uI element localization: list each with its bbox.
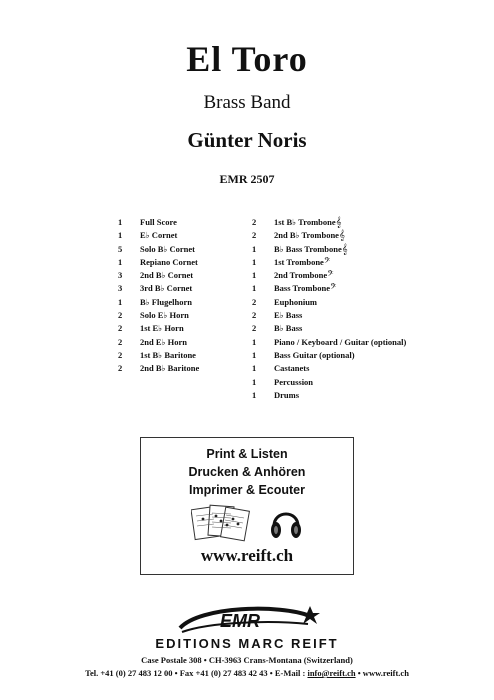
part-quantity: 1 [252, 283, 257, 294]
part-row [252, 229, 482, 242]
part-name [140, 269, 193, 282]
part-name-text: Bass Trombone [274, 283, 330, 294]
part-name [140, 349, 196, 362]
part-row [252, 216, 482, 229]
part-quantity: 1 [252, 349, 257, 360]
part-name [274, 336, 406, 349]
part-name [274, 309, 302, 322]
part-name-text: Solo B♭ Cornet [140, 243, 196, 254]
part-quantity: 1 [118, 230, 123, 241]
composer-name: Günter Noris [187, 128, 307, 152]
clef-icon: 𝄞 [335, 217, 342, 228]
part-name [140, 256, 198, 269]
headphones-icon [269, 502, 303, 542]
clef-icon: 𝄢 [323, 256, 331, 268]
part-name [274, 322, 302, 335]
contact-email-link[interactable]: info@reift.ch [307, 668, 356, 678]
part-name [140, 216, 177, 229]
part-row [118, 243, 238, 256]
part-name [274, 362, 309, 375]
part-row [252, 282, 482, 295]
part-row [118, 349, 238, 362]
part-name-text: 1st Trombone [274, 256, 324, 267]
part-quantity: 2 [252, 310, 257, 321]
part-name-text: B♭ Bass Trombone [274, 243, 342, 254]
part-name-text: Euphonium [274, 296, 317, 307]
contact-phone-fax: Tel. +41 (0) 27 483 12 00 • Fax +41 (0) 27 483 42 43 • E-Mail : [85, 668, 308, 678]
part-row [118, 282, 238, 295]
part-quantity: 2 [118, 323, 123, 334]
part-name [274, 256, 330, 269]
publisher-contact [0, 668, 494, 678]
part-name [140, 229, 177, 242]
part-name-text: 2nd B♭ Trombone [274, 230, 339, 241]
part-name-text: 2nd B♭ Cornet [140, 270, 194, 281]
part-quantity: 2 [252, 217, 257, 227]
part-quantity: 1 [252, 363, 257, 374]
promo-line-print-listen: Print & Listen [206, 447, 288, 461]
promo-icons [141, 502, 353, 542]
part-quantity: 2 [252, 296, 257, 307]
part-row [118, 296, 238, 309]
part-row [252, 362, 482, 375]
part-name-text: 1st E♭ Horn [140, 323, 184, 334]
part-row [252, 349, 482, 362]
part-name [274, 389, 299, 402]
part-name [140, 282, 192, 295]
part-quantity: 1 [118, 217, 123, 227]
part-name-text: E♭ Cornet [140, 230, 178, 241]
part-name [140, 362, 199, 375]
part-name [274, 243, 348, 256]
part-row [252, 336, 482, 349]
part-quantity: 1 [252, 270, 257, 281]
part-name [274, 349, 355, 362]
part-quantity: 1 [252, 256, 257, 267]
publisher-name: EDITIONS MARC REIFT [155, 636, 339, 651]
part-quantity: 5 [118, 243, 123, 254]
logo-text: EMR [220, 611, 260, 631]
part-name-text: Castanets [274, 363, 310, 374]
part-name-text: B♭ Bass [274, 323, 303, 334]
part-name-text: 1st B♭ Baritone [140, 349, 196, 360]
part-name-text: 2nd Trombone [274, 270, 328, 281]
part-name-text: E♭ Bass [274, 310, 303, 321]
part-name-text: Piano / Keyboard / Guitar (optional) [274, 336, 407, 347]
part-name [140, 322, 184, 335]
part-name-text: Percussion [274, 376, 314, 387]
part-name [274, 216, 342, 229]
part-quantity: 2 [118, 336, 123, 347]
part-quantity: 2 [252, 323, 257, 334]
clef-icon: 𝄞 [341, 243, 348, 255]
part-quantity: 1 [118, 296, 123, 307]
part-quantity: 2 [118, 349, 123, 360]
part-quantity: 3 [118, 270, 123, 281]
part-row [118, 336, 238, 349]
part-name-text: 2nd B♭ Baritone [140, 363, 200, 374]
part-name [140, 336, 187, 349]
promo-website-link[interactable]: www.reift.ch [200, 546, 294, 565]
part-name [140, 243, 195, 256]
contact-website[interactable]: • www.reift.ch [355, 668, 409, 678]
part-name-text: Full Score [140, 217, 177, 227]
part-name-text: Solo E♭ Horn [140, 310, 189, 321]
part-row [252, 243, 482, 256]
part-name [274, 229, 345, 242]
parts-list-left [118, 216, 238, 376]
part-name-text: Repiano Cornet [140, 256, 198, 267]
publisher-address: Case Postale 308 • CH-3963 Crans-Montana (Switzerland) [141, 655, 353, 665]
part-quantity: 1 [252, 336, 257, 347]
part-row [252, 376, 482, 389]
part-name [274, 269, 334, 282]
part-row [118, 309, 238, 322]
part-row [118, 322, 238, 335]
part-name-text: 2nd E♭ Horn [140, 336, 187, 347]
part-name [274, 296, 317, 309]
part-name-text: 1st B♭ Trombone [274, 217, 336, 227]
part-quantity: 3 [118, 283, 123, 294]
part-quantity: 2 [118, 363, 123, 374]
part-row [252, 309, 482, 322]
catalog-number: EMR 2507 [219, 172, 275, 186]
part-name [140, 309, 189, 322]
promo-line-imprimer: Imprimer & Ecouter [188, 483, 305, 497]
part-name-text: 3rd B♭ Cornet [140, 283, 193, 294]
sheet-music-icon [191, 502, 251, 542]
clef-icon: 𝄢 [329, 283, 337, 295]
parts-list-right [252, 216, 482, 402]
page-title: El Toro [186, 39, 308, 79]
part-row [118, 269, 238, 282]
part-name [274, 376, 313, 389]
part-quantity: 1 [118, 256, 123, 267]
print-listen-box[interactable] [140, 437, 354, 575]
part-row [252, 322, 482, 335]
clef-icon: 𝄢 [327, 270, 334, 282]
part-quantity: 1 [252, 389, 257, 400]
part-row [252, 296, 482, 309]
part-name [274, 282, 336, 295]
part-row [118, 216, 238, 229]
ensemble-subtitle: Brass Band [203, 92, 291, 113]
part-name-text: Bass Guitar (optional) [274, 349, 355, 360]
promo-line-drucken: Drucken & Anhören [188, 465, 306, 479]
part-quantity: 1 [252, 376, 257, 387]
part-row [118, 229, 238, 242]
part-row [252, 269, 482, 282]
part-quantity: 2 [118, 310, 123, 321]
part-row [118, 256, 238, 269]
part-name-text: B♭ Flugelhorn [140, 296, 192, 307]
part-row [252, 389, 482, 402]
part-name-text: Drums [274, 389, 300, 400]
part-row [252, 256, 482, 269]
part-name [140, 296, 192, 309]
part-quantity: 2 [252, 230, 257, 241]
part-row [118, 362, 238, 375]
clef-icon: 𝄞 [338, 230, 345, 242]
part-quantity: 1 [252, 243, 257, 254]
emr-logo [170, 602, 320, 636]
